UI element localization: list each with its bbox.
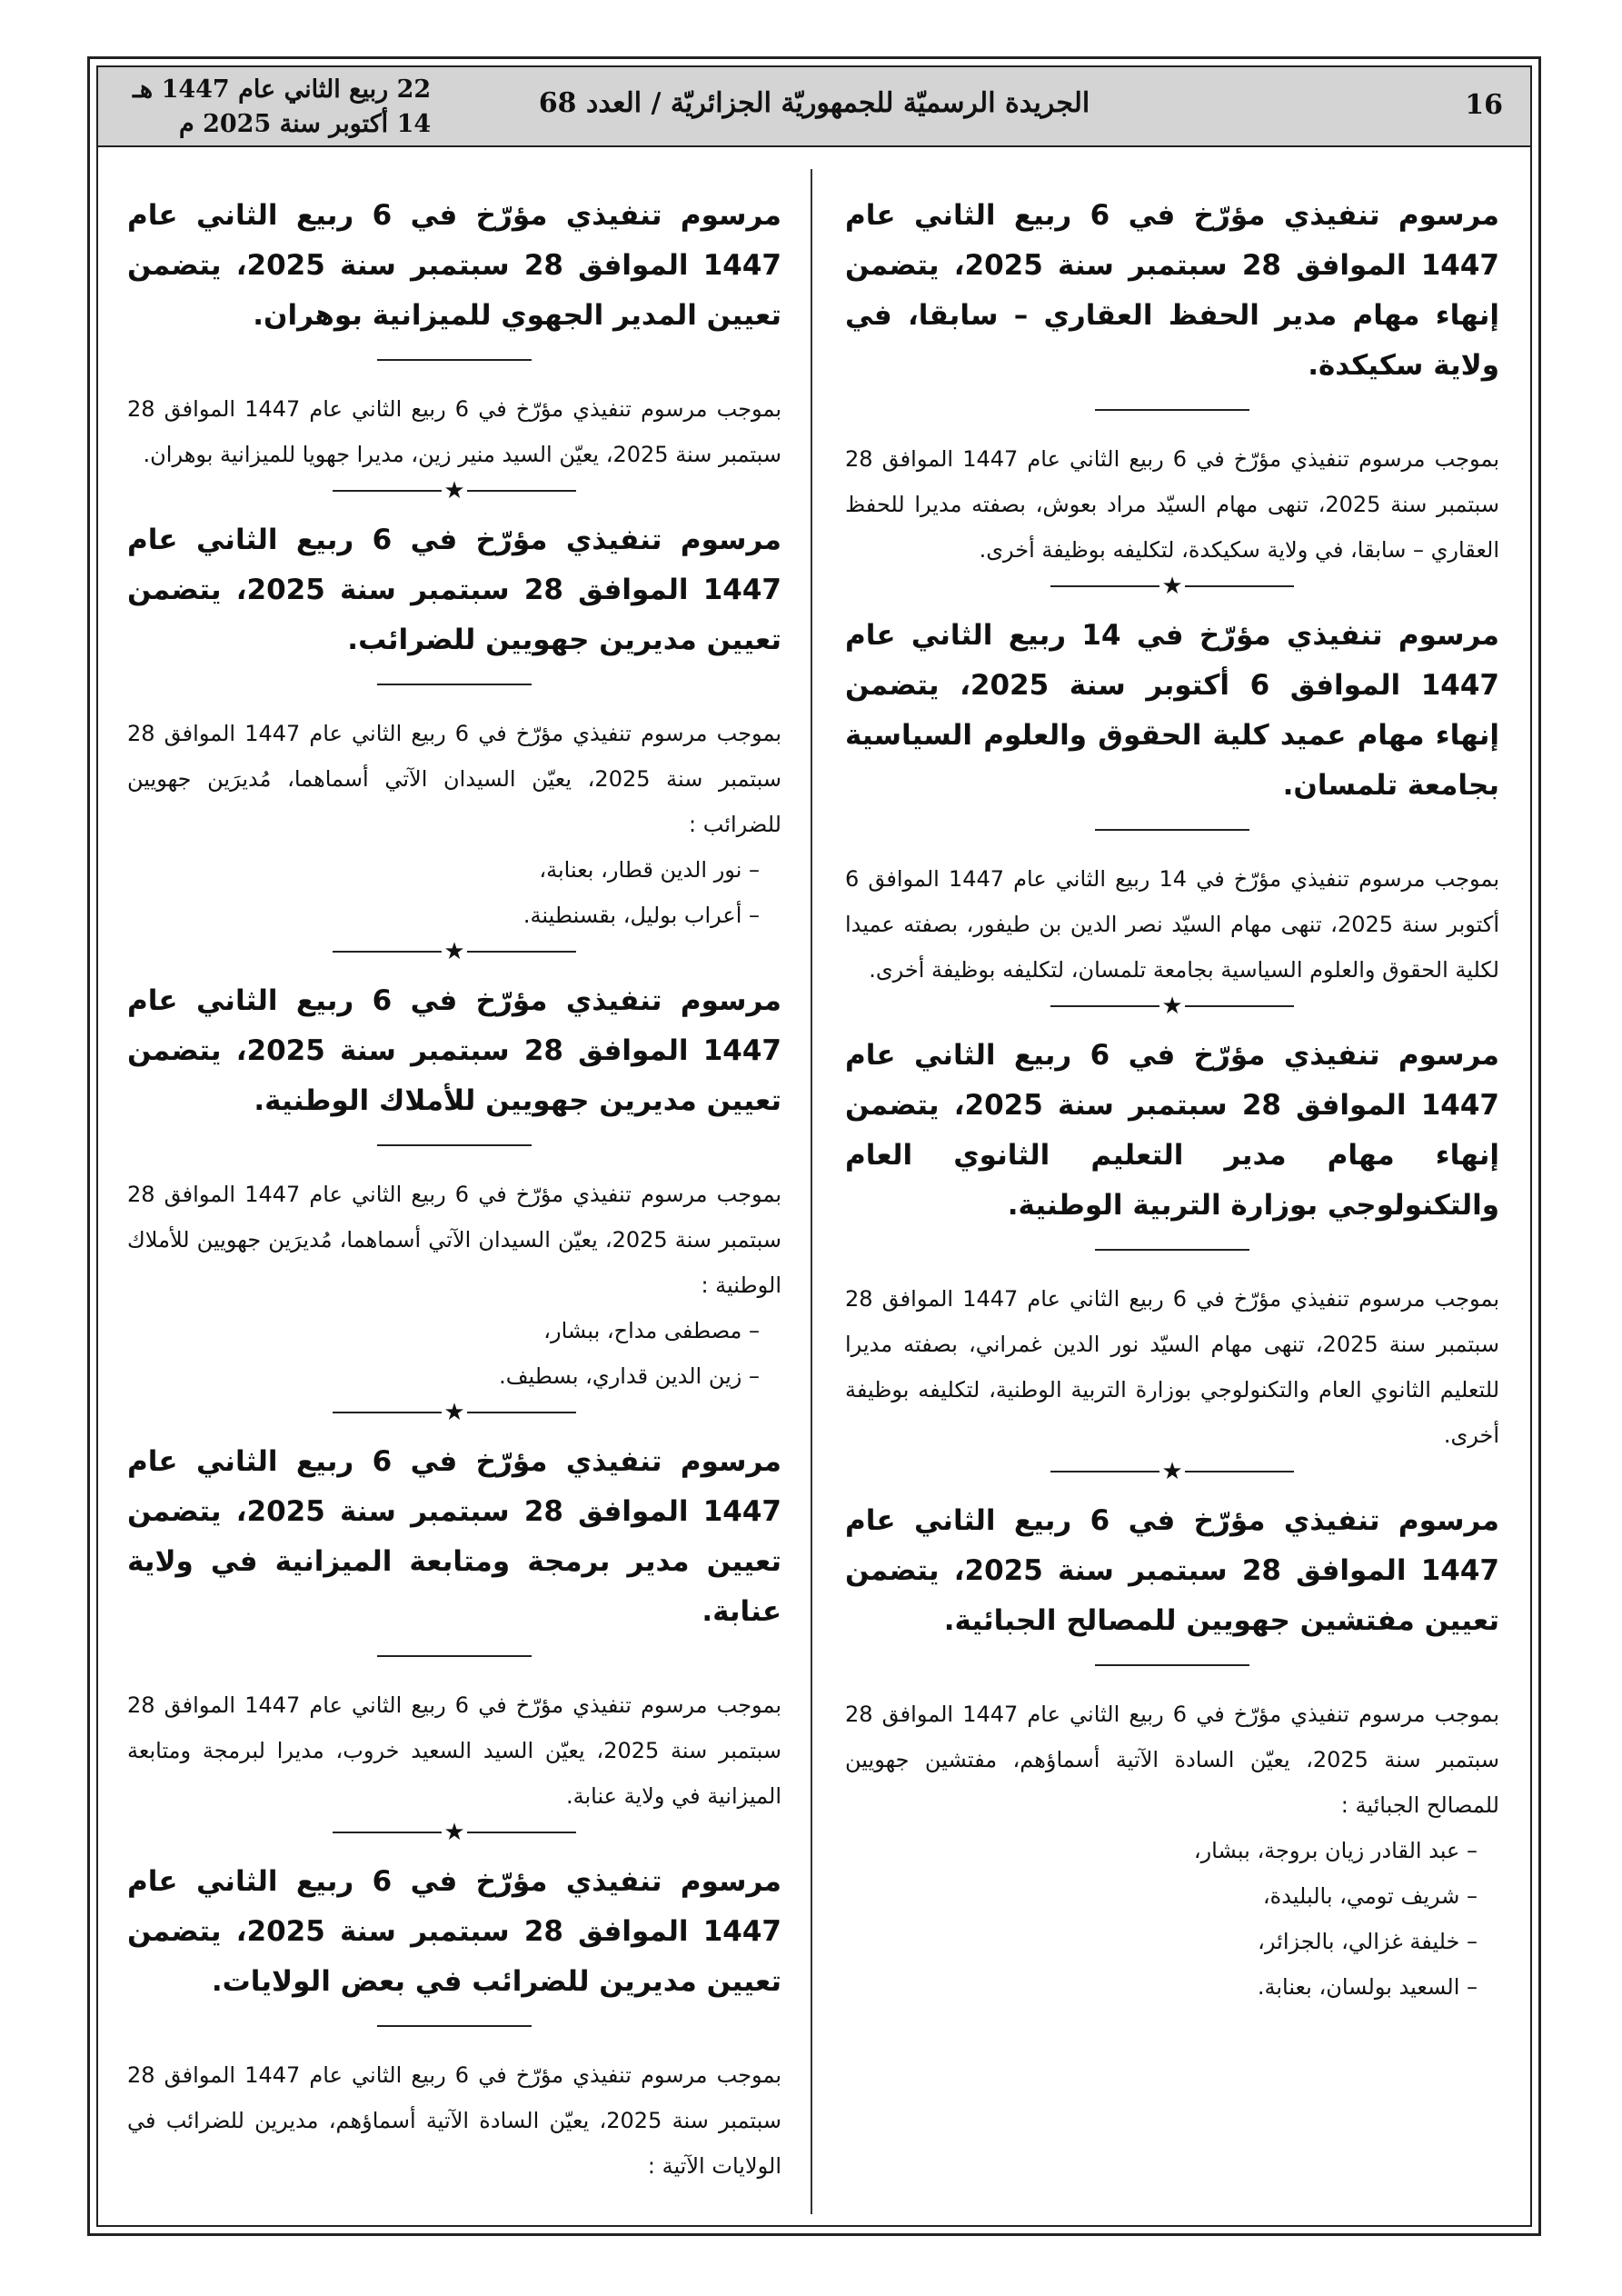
- decree-body: بموجب مرسوم تنفيذي مؤرّخ في 6 ربيع الثاني عام 1447 الموافق 28 سبتمبر سنة 2025، يعيّن السيدان الآتي أسماهما، مُديرَين جهويين للضرائب :: [127, 721, 782, 837]
- title-rule: [1095, 829, 1249, 831]
- left-column: [127, 191, 781, 2189]
- decree-section: [127, 1857, 781, 2189]
- list-item: – خليفة غزالي، بالجزائر،: [1258, 1929, 1478, 1954]
- decree-section: [127, 515, 781, 938]
- section-separator: [127, 479, 781, 503]
- decree-body: بموجب مرسوم تنفيذي مؤرّخ في 6 ربيع الثاني عام 1447 الموافق 28 سبتمبر سنة 2025، تنهى مهام السيّد مراد بعوش، بصفته مديرا للحفظ العقاري – سابقا، في ولاية سكيكدة، لتكليفه بوظيفة أخرى.: [845, 446, 1500, 563]
- list-item: – عبد القادر زيان بروجة، ببشار،: [1193, 1838, 1478, 1863]
- decree-section: [127, 976, 781, 1399]
- issue-date: [133, 73, 431, 142]
- section-separator: [845, 574, 1499, 598]
- section-separator: [845, 1460, 1499, 1483]
- decree-body: بموجب مرسوم تنفيذي مؤرّخ في 6 ربيع الثاني عام 1447 الموافق 28 سبتمبر سنة 2025، يعيّن السادة الآتية أسماؤهم، مفتشين جهويين للمصالح الجبائية :: [845, 1702, 1500, 1818]
- decree-title: مرسوم تنفيذي مؤرّخ في 14 ربيع الثاني عام 1447 الموافق 6 أكتوبر سنة 2025، يتضمن إنهاء مهام عميد كلية الحقوق والعلوم السياسية بجامعة تلمسان.: [845, 619, 1499, 802]
- list-item: – السعيد بولسان، بعنابة.: [1257, 1974, 1478, 2000]
- title-rule: [1095, 409, 1249, 411]
- title-rule: [377, 2025, 532, 2027]
- section-separator: [127, 1401, 781, 1424]
- page-number: 16: [1465, 89, 1503, 121]
- decree-title: مرسوم تنفيذي مؤرّخ في 6 ربيع الثاني عام 1447 الموافق 28 سبتمبر سنة 2025، يتضمن تعيين مديرين جهويين للأملاك الوطنية.: [127, 984, 781, 1117]
- decree-section: [845, 191, 1499, 573]
- section-separator: [127, 1821, 781, 1844]
- star-icon: ★: [443, 1399, 465, 1426]
- decree-section: [845, 1031, 1499, 1458]
- decree-section: [845, 611, 1499, 993]
- decree-body: بموجب مرسوم تنفيذي مؤرّخ في 6 ربيع الثاني عام 1447 الموافق 28 سبتمبر سنة 2025، يعيّن السادة الآتية أسماؤهم، مديرين للضرائب في الولايات الآتية :: [127, 2062, 782, 2179]
- decree-title: مرسوم تنفيذي مؤرّخ في 6 ربيع الثاني عام 1447 الموافق 28 سبتمبر سنة 2025، يتضمن تعيين مدير برمجة ومتابعة الميزانية في ولاية عنابة.: [127, 1445, 781, 1628]
- title-rule: [377, 684, 532, 685]
- page-header: [98, 67, 1530, 147]
- title-rule: [377, 1655, 532, 1657]
- star-icon: ★: [443, 1819, 465, 1846]
- title-rule: [377, 1144, 532, 1146]
- decree-body: بموجب مرسوم تنفيذي مؤرّخ في 6 ربيع الثاني عام 1447 الموافق 28 سبتمبر سنة 2025، تنهى مهام السيّد نور الدين غمراني، بصفته مديرا للتعليم الثانوي العام والتكنولوجي بوزارة التربية الوطنية، لتكليفه بوظيفة أخرى.: [845, 1286, 1500, 1448]
- section-separator: [845, 994, 1499, 1018]
- decree-body: بموجب مرسوم تنفيذي مؤرّخ في 6 ربيع الثاني عام 1447 الموافق 28 سبتمبر سنة 2025، يعيّن السيد منير زين، مديرا جهويا للميزانية بوهران.: [127, 396, 782, 467]
- decree-title: مرسوم تنفيذي مؤرّخ في 6 ربيع الثاني عام 1447 الموافق 28 سبتمبر سنة 2025، يتضمن تعيين مفتشين جهويين للمصالح الجبائية.: [845, 1504, 1499, 1637]
- gazette-title: الجريدة الرسميّة للجمهوريّة الجزائريّة / العدد 68: [538, 87, 1090, 119]
- title-rule: [377, 359, 532, 361]
- hijri-date: 22 ربيع الثاني عام 1447 هـ: [133, 75, 432, 104]
- section-separator: [127, 940, 781, 963]
- decree-body: بموجب مرسوم تنفيذي مؤرّخ في 6 ربيع الثاني عام 1447 الموافق 28 سبتمبر سنة 2025، يعيّن السيدان الآتي أسماهما، مُديرَين جهويين للأملاك الوطنية :: [127, 1182, 782, 1298]
- decree-body: بموجب مرسوم تنفيذي مؤرّخ في 14 ربيع الثاني عام 1447 الموافق 6 أكتوبر سنة 2025، تنهى مهام السيّد نصر الدين بن طيفور، بصفته عميدا لكلية الحقوق والعلوم السياسية بجامعة تلمسان، لتكليفه بوظيفة أخرى.: [845, 866, 1500, 983]
- title-rule: [1095, 1249, 1249, 1251]
- star-icon: ★: [443, 938, 465, 965]
- right-column: [845, 191, 1499, 2010]
- list-item: – نور الدين قطار، بعنابة،: [539, 857, 760, 883]
- gregorian-date: 14 أكتوبر سنة 2025 م: [178, 110, 432, 138]
- decree-title: مرسوم تنفيذي مؤرّخ في 6 ربيع الثاني عام 1447 الموافق 28 سبتمبر سنة 2025، يتضمن تعيين مديرين للضرائب في بعض الولايات.: [127, 1865, 781, 1998]
- decree-section: [127, 1437, 781, 1819]
- star-icon: ★: [443, 477, 465, 504]
- title-rule: [1095, 1664, 1249, 1666]
- decree-title: مرسوم تنفيذي مؤرّخ في 6 ربيع الثاني عام 1447 الموافق 28 سبتمبر سنة 2025، يتضمن إنهاء مهام مدير الحفظ العقاري – سابقا، في ولاية سكيكدة.: [845, 199, 1499, 382]
- decree-title: مرسوم تنفيذي مؤرّخ في 6 ربيع الثاني عام 1447 الموافق 28 سبتمبر سنة 2025، يتضمن تعيين المدير الجهوي للميزانية بوهران.: [127, 199, 781, 332]
- decree-title: مرسوم تنفيذي مؤرّخ في 6 ربيع الثاني عام 1447 الموافق 28 سبتمبر سنة 2025، يتضمن إنهاء مهام مدير التعليم الثانوي العام والتكنولوجي بوزارة التربية الوطنية.: [845, 1039, 1499, 1222]
- decree-section: [845, 1496, 1499, 2010]
- list-item: – أعراب بوليل، بقسنطينة.: [522, 903, 760, 928]
- star-icon: ★: [1161, 573, 1183, 600]
- list-item: – زين الدين قداري، بسطيف.: [499, 1363, 760, 1389]
- star-icon: ★: [1161, 993, 1183, 1020]
- star-icon: ★: [1161, 1458, 1183, 1485]
- decree-title: مرسوم تنفيذي مؤرّخ في 6 ربيع الثاني عام 1447 الموافق 28 سبتمبر سنة 2025، يتضمن تعيين مديرين جهويين للضرائب.: [127, 524, 781, 656]
- decree-body: بموجب مرسوم تنفيذي مؤرّخ في 6 ربيع الثاني عام 1447 الموافق 28 سبتمبر سنة 2025، يعيّن السيد السعيد خروب، مديرا لبرمجة ومتابعة الميزانية في ولاية عنابة.: [127, 1692, 782, 1809]
- column-divider: [811, 169, 812, 2214]
- list-item: – شريف تومي، بالبليدة،: [1262, 1883, 1478, 1909]
- decree-section: [127, 191, 781, 477]
- list-item: – مصطفى مداح، ببشار،: [543, 1318, 760, 1343]
